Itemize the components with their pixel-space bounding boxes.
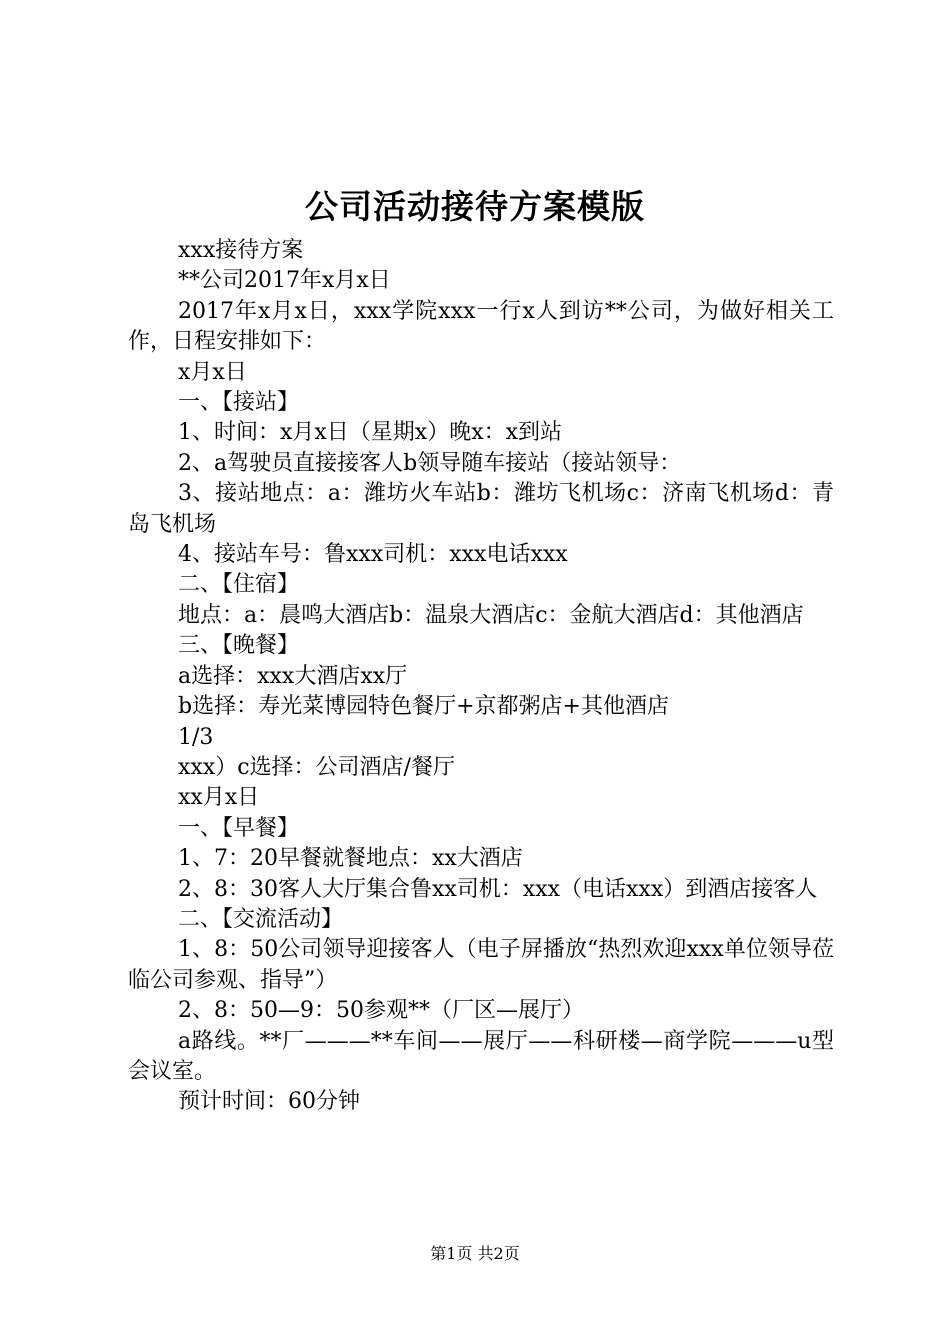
document-title: 公司活动接待方案模版: [305, 187, 645, 226]
section-heading: 二、【交流活动】: [178, 906, 344, 932]
paragraph: 1、8：50公司领导迎接客人（电子屏播放“热烈欢迎xxx单位领导莅临公司参观、指导”）: [128, 937, 834, 993]
paragraph: 预计时间：60分钟: [178, 1089, 360, 1115]
section-heading: 一、【接站】: [178, 390, 300, 416]
paragraph: x月x日: [178, 359, 247, 385]
paragraph: xxx）c选择：公司酒店/餐厅: [178, 754, 455, 780]
paragraph: 2、8：30客人大厅集合鲁xx司机：xxx（电话xxx）到酒店接客人: [178, 876, 818, 902]
paragraph: 1、7：20早餐就餐地点：xx大酒店: [178, 846, 523, 872]
section-heading: 二、【住宿】: [178, 572, 300, 598]
paragraph: b选择：寿光菜博园特色餐厅+京都粥店+其他酒店: [178, 694, 669, 720]
paragraph: 4、接站车号：鲁xxx司机：xxx电话xxx: [178, 542, 568, 568]
paragraph: 2、a驾驶员直接接客人b领导随车接站（接站领导：: [178, 450, 682, 476]
page-footer: 第1页 共2页: [430, 1244, 520, 1263]
section-heading: 一、【早餐】: [178, 815, 300, 841]
paragraph: 1/3: [178, 724, 214, 750]
paragraph: 2、8：50—9：50参观**（厂区—展厅）: [178, 998, 584, 1024]
paragraph: 3、接站地点：a：潍坊火车站b：潍坊飞机场c：济南飞机场d：青岛飞机场: [128, 481, 834, 537]
paragraph: 2017年x月x日，xxx学院xxx一行x人到访**公司，为做好相关工作，日程安排如下：: [128, 298, 834, 355]
paragraph: 地点：a：晨鸣大酒店b：温泉大酒店c：金航大酒店d：其他酒店: [178, 602, 804, 628]
paragraph: a选择：xxx大酒店xx厅: [178, 663, 408, 689]
paragraph: xx月x日: [178, 785, 260, 811]
paragraph: **公司2017年x月x日: [178, 268, 391, 294]
paragraph: xxx接待方案: [178, 238, 304, 263]
paragraph: a路线。**厂———**车间——展厅——科研楼—商学院———u型会议室。: [128, 1028, 834, 1084]
paragraph: 1、时间：x月x日（星期x）晚x：x到站: [178, 420, 563, 446]
section-heading: 三、【晚餐】: [178, 633, 300, 659]
document-body: [128, 236, 834, 1118]
